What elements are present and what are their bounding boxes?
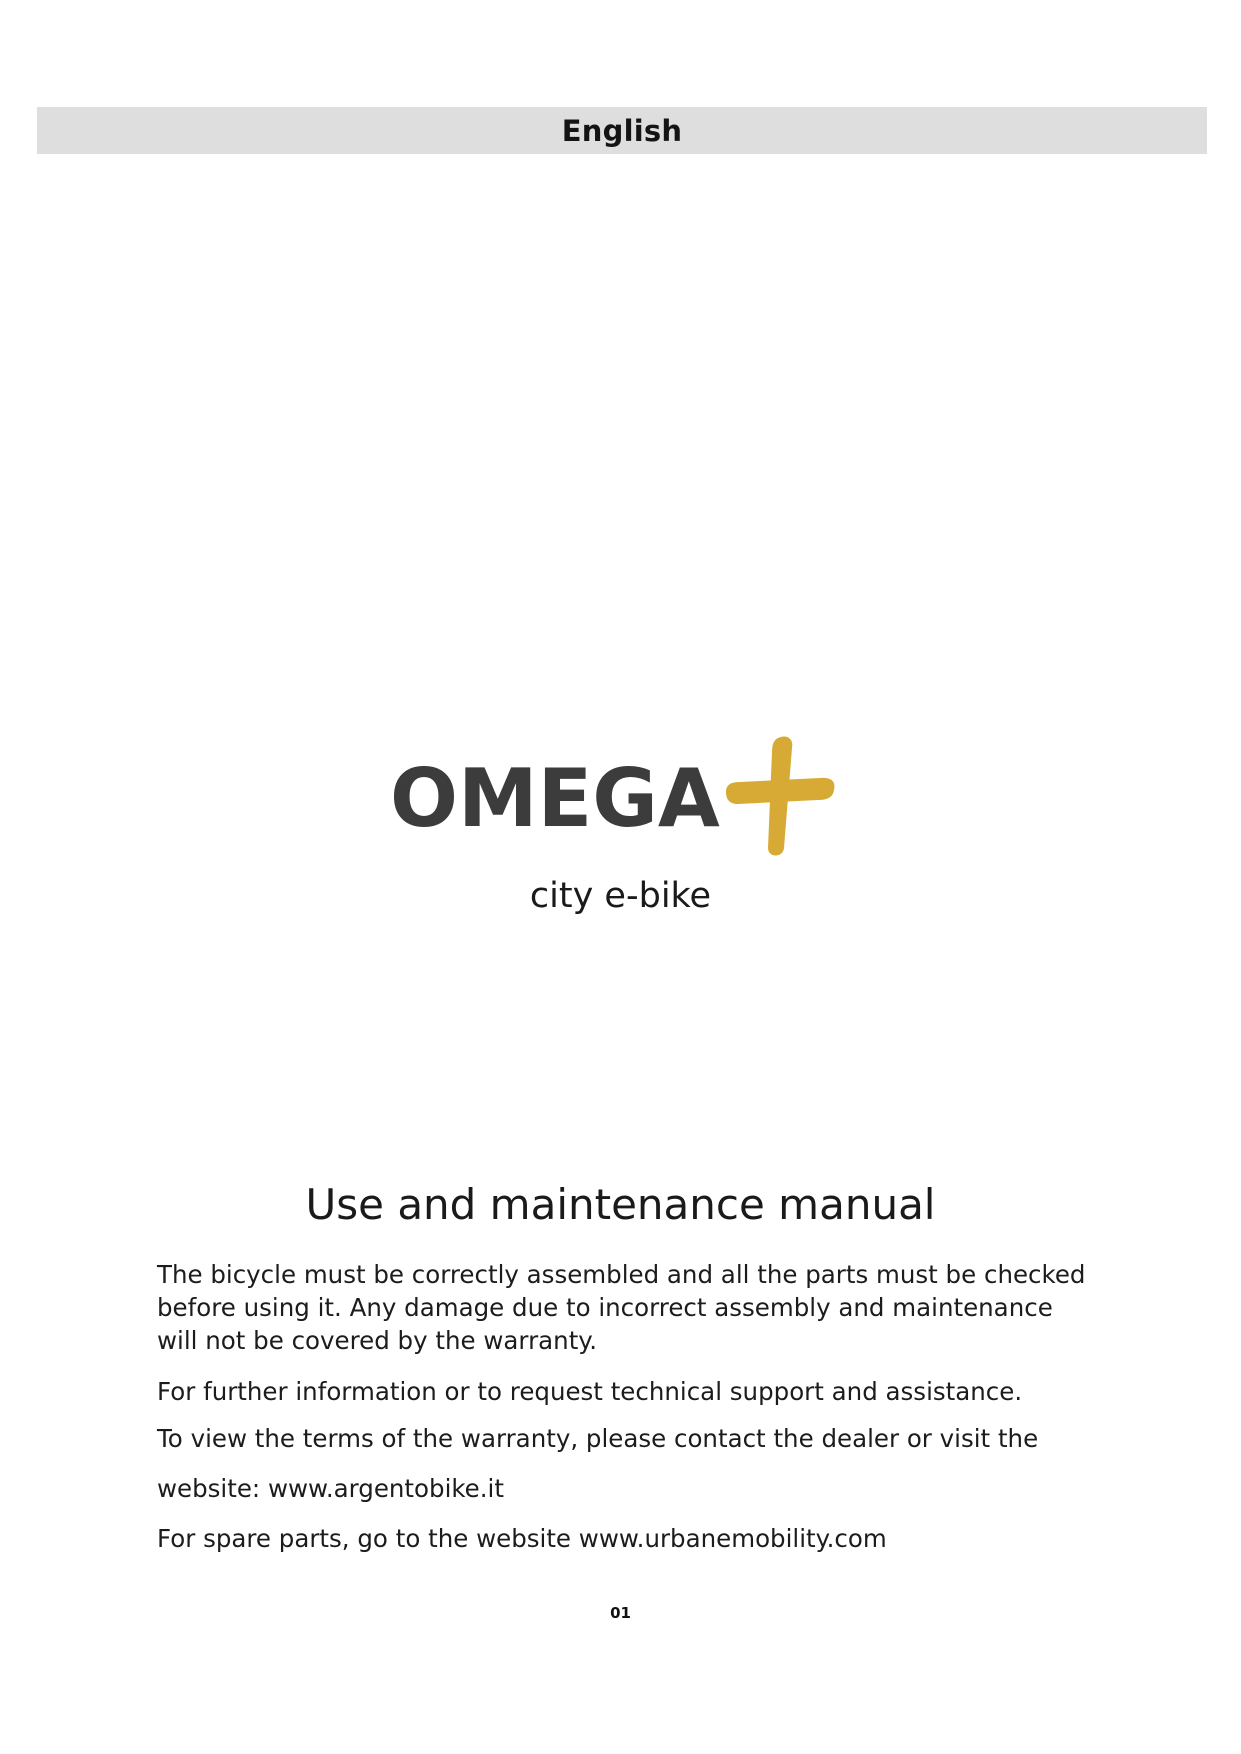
product-tagline: city e-bike [529, 876, 712, 916]
language-label: English [561, 113, 683, 148]
logo-wordmark: OMEGA [390, 752, 720, 845]
language-header-bar [37, 107, 1207, 154]
page-number: 01 [610, 1604, 631, 1622]
warranty-website-line: website: www.argentobike.it [157, 1474, 504, 1503]
support-paragraph: For further information or to request technical support and assistance. [157, 1377, 1023, 1406]
warranty-paragraph: To view the terms of the warranty, please contact the dealer or visit the [157, 1424, 1039, 1453]
omega-plus-logo [390, 730, 860, 870]
spare-parts-paragraph: For spare parts, go to the website www.urbanemobility.com [157, 1524, 887, 1553]
plus-icon [720, 730, 840, 860]
manual-title: Use and maintenance manual [305, 1180, 936, 1229]
assembly-warning-paragraph: The bicycle must be correctly assembled and all the parts must be checked before using it. Any damage due to incorrect assembly and maintenance will not be covered by the warranty. [157, 1260, 1086, 1355]
